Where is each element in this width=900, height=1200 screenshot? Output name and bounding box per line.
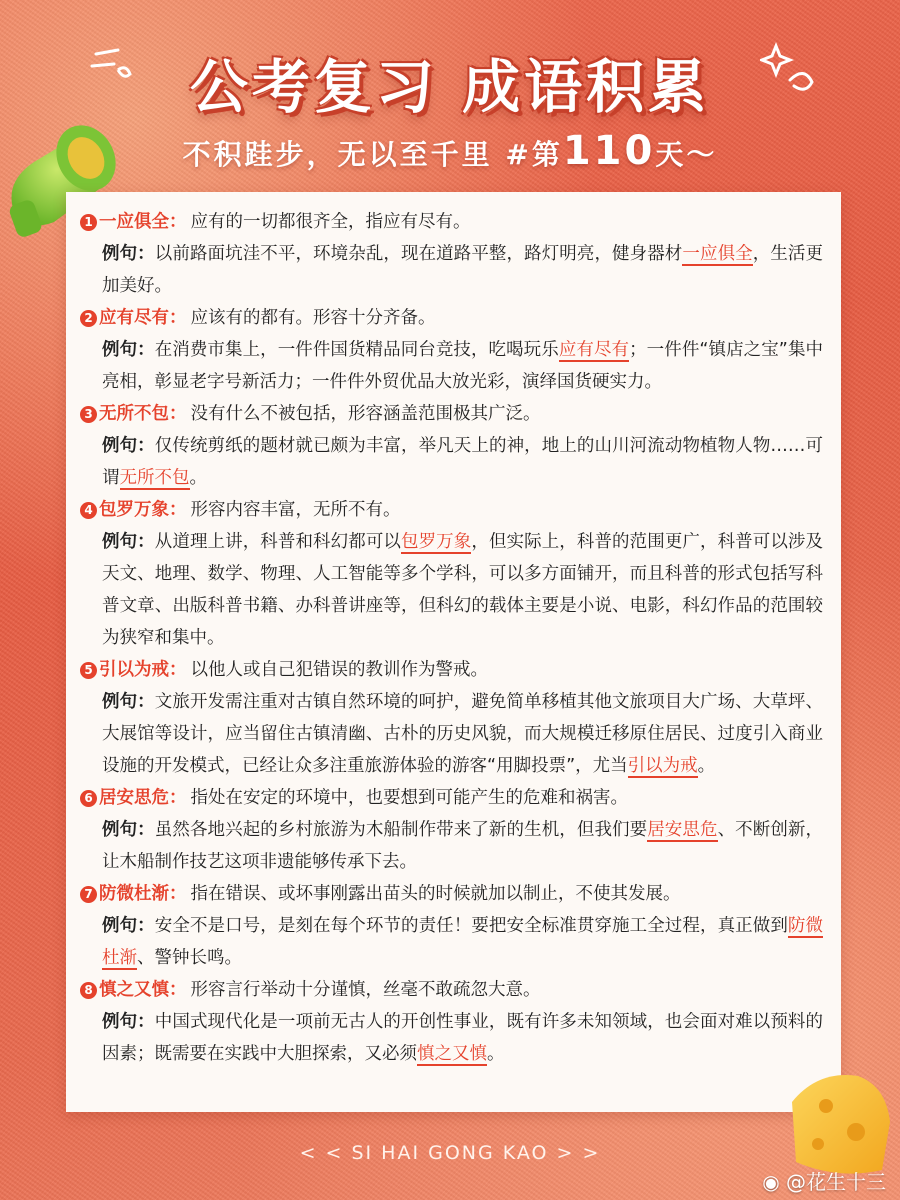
example-label: 例句： [102, 340, 155, 360]
example-text-before: 文旅开发需注重对古镇自然环境的呵护，避免简单移植其他文旅项目大广场、大草坪、大展馆等设计，应当留住古镇清幽、古朴的历史风貌，而大规模迁移原住居民、过度引入商业设施的开发模式，已经让众多注重旅游体验的游客“用脚投票”，尤当 [102, 692, 824, 776]
example-label: 例句： [102, 436, 155, 456]
idiom-heading [80, 782, 823, 814]
example-text-before: 安全不是口号，是刻在每个环节的责任！要把安全标准贯穿施工全过程，真正做到 [154, 916, 788, 936]
example-text-before: 以前路面坑洼不平，环境杂乱，现在道路平整，路灯明亮，健身器材 [154, 244, 683, 264]
example-text-after: 、警钟长鸣。 [137, 948, 242, 968]
idiom-term: 引以为戒： [99, 660, 187, 680]
example-sentence [80, 334, 823, 398]
entry-number-badge: 5 [80, 662, 97, 679]
example-text-before: 中国式现代化是一项前无古人的开创性事业，既有许多未知领域，也会面对难以预料的因素；既需要在实践中大胆探索，又必须 [102, 1012, 824, 1064]
entry-number-badge: 2 [80, 310, 97, 327]
idiom-term: 无所不包： [99, 404, 187, 424]
subtitle-suffix: 天～ [655, 138, 718, 171]
example-text-after: 。 [189, 468, 207, 488]
idiom-definition: 形容言行举动十分谨慎，丝毫不敢疏忽大意。 [190, 980, 541, 1000]
cheese-icon [778, 1062, 900, 1182]
idiom-heading [80, 206, 823, 238]
example-sentence [80, 430, 823, 494]
example-sentence [80, 686, 823, 782]
example-highlight: 居安思危 [647, 820, 718, 840]
idiom-term: 一应俱全： [99, 212, 187, 232]
entry-number-badge: 1 [80, 214, 97, 231]
example-label: 例句： [102, 820, 155, 840]
example-text-before: 虽然各地兴起的乡村旅游为木船制作带来了新的生机，但我们要 [154, 820, 648, 840]
example-text-after: ；一件件“镇店之宝”集中亮相，彰显老字号新活力；一件件外贸优品大放光彩，演绎国货硬实力。 [102, 340, 824, 392]
example-text-after: 、不断创新，让木船制作技艺这项非遗能够传承下去。 [102, 820, 824, 872]
idiom-heading [80, 398, 823, 430]
idiom-definition: 以他人或自己犯错误的教训作为警戒。 [190, 660, 488, 680]
example-label: 例句： [102, 1012, 155, 1032]
idiom-term: 慎之又慎： [99, 980, 187, 1000]
entry-number-badge: 8 [80, 982, 97, 999]
idiom-term: 包罗万象： [99, 500, 187, 520]
idiom-definition: 应有的一切都很齐全，指应有尽有。 [190, 212, 471, 232]
weibo-icon: ◉ [762, 1170, 780, 1194]
idiom-definition: 形容内容丰富，无所不有。 [190, 500, 401, 520]
idiom-heading [80, 974, 823, 1006]
example-text-after: ，生活更加美好。 [102, 244, 824, 296]
footer-brand: < < SI HAI GONG KAO > > [299, 1142, 601, 1164]
idiom-heading [80, 494, 823, 526]
entry-number-badge: 4 [80, 502, 97, 519]
example-label: 例句： [102, 244, 155, 264]
example-highlight: 防微杜渐 [102, 916, 824, 968]
idiom-definition: 指处在安定的环境中，也要想到可能产生的危难和祸害。 [190, 788, 628, 808]
example-text-after: 。 [487, 1044, 505, 1064]
example-text-after: ，但实际上，科普的范围更广，科普可以涉及天文、地理、数学、物理、人工智能等多个学科，可以多方面铺开，而且科普的形式包括写科普文章、出版科普书籍、办科普讲座等，但科幻的载体主要是小说、电影，科幻作品的范围较为狭窄和集中。 [102, 532, 824, 648]
example-highlight: 包罗万象 [401, 532, 472, 552]
example-label: 例句： [102, 916, 155, 936]
idiom-definition: 没有什么不被包括，形容涵盖范围极其广泛。 [190, 404, 541, 424]
example-highlight: 无所不包 [119, 468, 190, 488]
example-highlight: 慎之又慎 [417, 1044, 487, 1064]
example-sentence [80, 526, 823, 654]
example-label: 例句： [102, 532, 155, 552]
idiom-heading [80, 302, 823, 334]
entry-number-badge: 6 [80, 790, 97, 807]
example-highlight: 应有尽有 [558, 340, 630, 360]
day-number: 110 [562, 128, 656, 174]
watermark-text: @花生十三 [786, 1170, 886, 1194]
idiom-heading [80, 654, 823, 686]
subtitle-prefix: 不积跬步，无以至千里 #第 [182, 138, 563, 171]
page-title: 公考复习 成语积累 [189, 53, 711, 121]
example-text-after: 。 [697, 756, 716, 776]
example-sentence [80, 238, 823, 302]
example-text-before: 仅传统剪纸的题材就已颇为丰富，举凡天上的神，地上的山川河流动物植物人物……可谓 [102, 436, 824, 488]
idiom-definition: 应该有的都有。形容十分齐备。 [190, 308, 436, 328]
example-sentence [80, 814, 823, 878]
idiom-term: 应有尽有： [99, 308, 187, 328]
idiom-term: 防微杜渐： [99, 884, 187, 904]
content-card [66, 192, 841, 1112]
entry-number-badge: 7 [80, 886, 97, 903]
author-watermark [762, 1166, 886, 1195]
example-text-before: 从道理上讲，科普和科幻都可以 [154, 532, 401, 552]
example-highlight: 引以为戒 [627, 756, 698, 776]
idiom-definition: 指在错误、或坏事刚露出苗头的时候就加以制止，不使其发展。 [190, 884, 681, 904]
example-sentence [80, 1006, 823, 1070]
example-text-before: 在消费市集上，一件件国货精品同台竞技，吃喝玩乐 [154, 340, 559, 360]
example-highlight: 一应俱全 [682, 244, 753, 264]
idiom-heading [80, 878, 823, 910]
example-label: 例句： [102, 692, 155, 712]
idiom-term: 居安思危： [99, 788, 187, 808]
entry-number-badge: 3 [80, 406, 97, 423]
example-sentence [80, 910, 823, 974]
page-subtitle [0, 128, 900, 174]
